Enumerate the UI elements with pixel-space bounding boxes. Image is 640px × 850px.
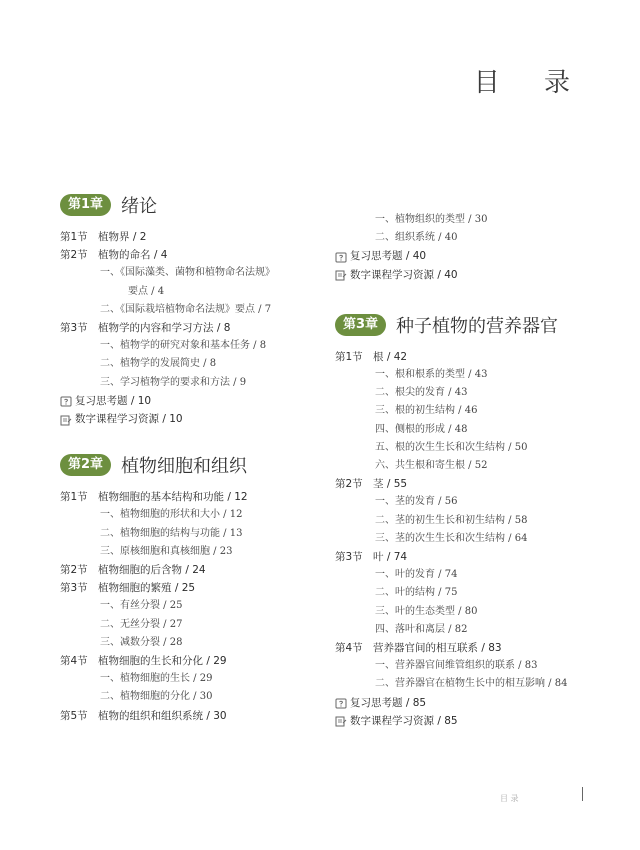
toc-subsection-entry: 一、营养器官间维管组织的联系 / 83 [375, 660, 538, 672]
section-number: 第2节 [335, 478, 363, 491]
toc-section-entry [335, 548, 600, 566]
entry-text: 复习思考题 / 85 [350, 696, 427, 709]
section-number: 第5节 [60, 709, 88, 722]
chapter-title: 绪论 [121, 196, 158, 217]
toc-review-entry [335, 694, 600, 712]
toc-section-entry [60, 707, 325, 725]
toc-section-entry [60, 228, 325, 246]
chapter-heading [335, 312, 600, 338]
chapter-number-badge: 第2章 [60, 454, 111, 476]
toc-review-entry [60, 392, 325, 410]
toc-subsection-entry: 一、植物细胞的形状和大小 / 12 [100, 509, 243, 521]
section-number: 第3节 [335, 551, 363, 564]
page-title: 目 录 [473, 68, 588, 98]
toc-subsection-entry: 五、根的次生生长和次生结构 / 50 [375, 441, 528, 453]
footer-label: 目 录 [500, 794, 519, 803]
toc-digital-resource-entry [335, 266, 600, 284]
section-title: 茎 / 55 [373, 478, 408, 491]
section-number: 第1节 [335, 350, 363, 363]
section-title: 植物学的内容和学习方法 / 8 [98, 322, 231, 335]
entry-text: 数字课程学习资源 / 40 [350, 268, 458, 281]
section-number: 第3节 [60, 322, 88, 335]
toc-subsection-entry: 三、茎的次生生长和次生结构 / 64 [375, 532, 528, 544]
toc-subsection-entry: 一、植物细胞的生长 / 29 [100, 673, 213, 685]
toc-subsection-entry: 四、侧根的形成 / 48 [375, 423, 468, 435]
chapter-number-badge: 第3章 [335, 314, 386, 336]
toc-subsection-entry: 二、叶的结构 / 75 [375, 587, 458, 599]
toc-section-entry [60, 319, 325, 337]
section-title: 植物细胞的基本结构和功能 / 12 [98, 491, 248, 504]
section-number: 第3节 [60, 582, 88, 595]
toc-subsection-entry: 一、叶的发育 / 74 [375, 569, 458, 581]
chapter-spacer [60, 428, 325, 452]
toc-left-column [60, 192, 325, 725]
section-number: 第4节 [335, 642, 363, 655]
chapter-heading [60, 192, 325, 218]
toc-subsection-entry: 三、学习植物学的要求和方法 / 9 [100, 376, 247, 388]
toc-subsection-entry: 三、减数分裂 / 28 [100, 636, 183, 648]
toc-section-entry [335, 348, 600, 366]
digital-resource-icon [60, 414, 72, 425]
toc-subsection-entry: 一、有丝分裂 / 25 [100, 600, 183, 612]
question-book-icon [60, 395, 72, 406]
toc-digital-resource-entry [60, 410, 325, 428]
toc-section-entry [60, 579, 325, 597]
chapter-title: 种子植物的营养器官 [396, 315, 559, 337]
entry-text: 复习思考题 / 10 [75, 394, 152, 407]
entry-text: 数字课程学习资源 / 85 [350, 714, 458, 727]
chapter-number-badge: 第1章 [60, 194, 111, 216]
section-title: 植物界 / 2 [98, 231, 147, 243]
toc-subsection-entry: 二、组织系统 / 40 [375, 232, 458, 244]
toc-section-entry [60, 652, 325, 670]
toc-subsection-entry: 二、营养器官在植物生长中的相互影响 / 84 [375, 678, 568, 690]
toc-digital-resource-entry [335, 712, 600, 730]
toc-subsection-entry: 二、无丝分裂 / 27 [100, 618, 183, 630]
chapter-title: 植物细胞和组织 [121, 456, 248, 478]
toc-subsection-entry: 一、植物组织的类型 / 30 [375, 214, 488, 225]
digital-resource-icon [335, 269, 347, 280]
toc-subsection-entry: 二、茎的初生生长和初生结构 / 58 [375, 514, 528, 526]
toc-subsection-entry: 二、根尖的发育 / 43 [375, 387, 468, 399]
section-title: 植物细胞的生长和分化 / 29 [98, 655, 227, 668]
section-number: 第4节 [60, 655, 88, 668]
section-title: 植物细胞的繁殖 / 25 [98, 582, 196, 595]
section-title: 植物的组织和组织系统 / 30 [98, 709, 227, 722]
chapter-heading [60, 452, 325, 478]
toc-section-entry [335, 475, 600, 493]
question-book-icon [335, 251, 347, 262]
entry-text: 数字课程学习资源 / 10 [75, 413, 183, 426]
toc-subsection-entry: 一、植物学的研究对象和基本任务 / 8 [100, 340, 267, 352]
toc-subsection-entry: 二、植物细胞的结构与功能 / 13 [100, 527, 243, 539]
digital-resource-icon [335, 715, 347, 726]
toc-subsection-entry: 一、茎的发育 / 56 [375, 496, 458, 508]
chapter-spacer [335, 284, 600, 312]
toc-subsection-entry: 二、植物细胞的分化 / 30 [100, 691, 213, 703]
toc-section-entry [60, 488, 325, 506]
toc-subsection-entry: 一、根和根系的类型 / 43 [375, 369, 488, 381]
toc-subsection-entry: 二、《国际栽培植物命名法规》要点 / 7 [100, 303, 272, 315]
toc-review-entry [335, 247, 600, 265]
toc-subsection-entry: 二、植物学的发展简史 / 8 [100, 358, 217, 370]
entry-text: 复习思考题 / 40 [350, 250, 427, 263]
section-title: 植物的命名 / 4 [98, 249, 168, 262]
section-title: 营养器官间的相互联系 / 83 [373, 642, 502, 655]
question-book-icon [335, 697, 347, 708]
toc-right-column [335, 211, 600, 730]
footer-page-marker [582, 787, 583, 801]
section-title: 植物细胞的后含物 / 24 [98, 564, 206, 577]
toc-subsection-entry: 一、《国际藻类、菌物和植物命名法规》 [100, 267, 275, 279]
section-number: 第1节 [60, 491, 88, 504]
toc-section-entry [335, 639, 600, 657]
section-number: 第2节 [60, 249, 88, 262]
toc-subsection-entry: 三、原核细胞和真核细胞 / 23 [100, 545, 233, 557]
section-title: 叶 / 74 [373, 551, 408, 564]
section-number: 第1节 [60, 231, 88, 243]
toc-subsection-entry: 四、落叶和离层 / 82 [375, 623, 468, 635]
toc-subsection-entry: 三、根的初生结构 / 46 [375, 405, 478, 417]
toc-subsection-continuation: 要点 / 4 [128, 285, 165, 297]
section-number: 第2节 [60, 564, 88, 577]
section-title: 根 / 42 [373, 350, 408, 363]
toc-subsection-entry: 六、共生根和寄生根 / 52 [375, 460, 488, 472]
toc-section-entry [60, 561, 325, 579]
toc-subsection-entry: 三、叶的生态类型 / 80 [375, 605, 478, 617]
toc-section-entry [60, 246, 325, 264]
